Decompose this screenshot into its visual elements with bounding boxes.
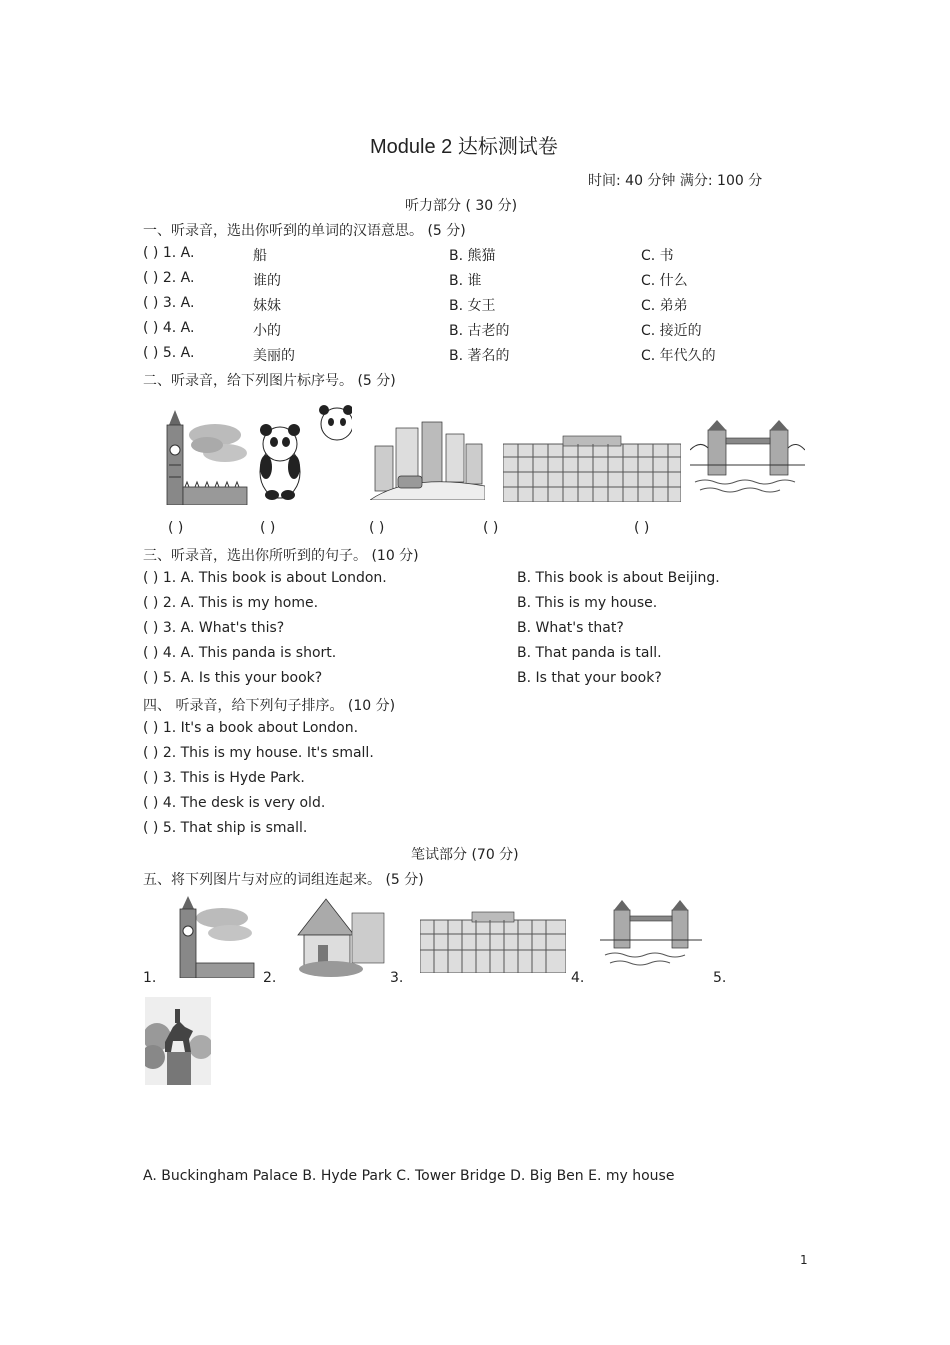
q4-number: ( ) 4. A. bbox=[143, 320, 195, 336]
q3-option-c: C. 弟弟 bbox=[641, 298, 688, 314]
q1-option-a: 船 bbox=[253, 248, 267, 264]
s4-sentence: ( ) 3. This is Hyde Park. bbox=[143, 770, 305, 786]
listening-heading: 听力部分 ( 30 分) bbox=[405, 198, 518, 214]
section-4-title: 四、 听录音，给下列句子排序。 (10 分) bbox=[143, 698, 396, 714]
item-number: 1. bbox=[143, 970, 157, 986]
big-ben-picture bbox=[155, 405, 250, 505]
q1-option-b: B. 熊猫 bbox=[449, 248, 496, 264]
item-number: 5. bbox=[713, 970, 727, 986]
section-5-title: 五、将下列图片与对应的词组连起来。 (5 分) bbox=[143, 872, 424, 888]
s3-q1-a: ( ) 1. A. This book is about London. bbox=[143, 570, 387, 586]
q1-option-c: C. 书 bbox=[641, 248, 674, 264]
house-picture bbox=[296, 895, 386, 977]
s3-q5-b: B. Is that your book? bbox=[517, 670, 662, 686]
section-1-title: 一、听录音，选出你听到的单词的汉语意思。 (5 分) bbox=[143, 223, 466, 239]
q4-option-c: C. 接近的 bbox=[641, 323, 702, 339]
s3-q3-a: ( ) 3. A. What's this? bbox=[143, 620, 285, 636]
s3-q4-a: ( ) 4. A. This panda is short. bbox=[143, 645, 337, 661]
answer-bracket[interactable]: ( ) bbox=[369, 520, 385, 536]
answer-bracket[interactable]: ( ) bbox=[634, 520, 650, 536]
s3-q4-b: B. That panda is tall. bbox=[517, 645, 662, 661]
item-number: 3. bbox=[390, 970, 404, 986]
s4-sentence: ( ) 1. It's a book about London. bbox=[143, 720, 359, 736]
q2-option-b: B. 谁 bbox=[449, 273, 482, 289]
page-title: Module 2 达标测试卷 bbox=[370, 136, 558, 158]
s4-sentence: ( ) 5. That ship is small. bbox=[143, 820, 308, 836]
s4-sentence: ( ) 2. This is my house. It's small. bbox=[143, 745, 374, 761]
q5-option-c: C. 年代久的 bbox=[641, 348, 716, 364]
big-ben-picture bbox=[160, 893, 255, 978]
statue-picture bbox=[145, 997, 211, 1085]
q4-option-a: 小的 bbox=[253, 323, 281, 339]
answer-bracket[interactable]: ( ) bbox=[168, 520, 184, 536]
s3-q1-b: B. This book is about Beijing. bbox=[517, 570, 720, 586]
page-number: 1 bbox=[800, 1253, 808, 1267]
section-3-title: 三、听录音，选出你所听到的句子。 (10 分) bbox=[143, 548, 419, 564]
q1-number: ( ) 1. A. bbox=[143, 245, 195, 261]
s4-sentence: ( ) 4. The desk is very old. bbox=[143, 795, 326, 811]
writing-heading: 笔试部分 (70 分) bbox=[411, 847, 519, 863]
s3-q5-a: ( ) 5. A. Is this your book? bbox=[143, 670, 323, 686]
palace-picture bbox=[503, 432, 681, 502]
matching-options: A. Buckingham Palace B. Hyde Park C. Tower Bridge D. Big Ben E. my house bbox=[143, 1168, 675, 1184]
q3-option-a: 妹妹 bbox=[253, 298, 281, 314]
q3-option-b: B. 女王 bbox=[449, 298, 496, 314]
section-2-title: 二、听录音，给下列图片标序号。 (5 分) bbox=[143, 373, 396, 389]
q4-option-b: B. 古老的 bbox=[449, 323, 510, 339]
q5-number: ( ) 5. A. bbox=[143, 345, 195, 361]
city-street-picture bbox=[370, 418, 485, 500]
answer-bracket[interactable]: ( ) bbox=[483, 520, 499, 536]
time-score-info: 时间: 40 分钟 满分: 100 分 bbox=[588, 173, 763, 189]
s3-q3-b: B. What's that? bbox=[517, 620, 624, 636]
s3-q2-b: B. This is my house. bbox=[517, 595, 658, 611]
q2-option-c: C. 什么 bbox=[641, 273, 688, 289]
q2-option-a: 谁的 bbox=[253, 273, 281, 289]
item-number: 2. bbox=[263, 970, 277, 986]
tower-bridge-picture bbox=[690, 420, 805, 498]
q2-number: ( ) 2. A. bbox=[143, 270, 195, 286]
tower-bridge-picture bbox=[600, 900, 702, 968]
q3-number: ( ) 3. A. bbox=[143, 295, 195, 311]
palace-picture bbox=[420, 908, 566, 973]
s3-q2-a: ( ) 2. A. This is my home. bbox=[143, 595, 319, 611]
q5-option-b: B. 著名的 bbox=[449, 348, 510, 364]
q5-option-a: 美丽的 bbox=[253, 348, 295, 364]
answer-bracket[interactable]: ( ) bbox=[260, 520, 276, 536]
panda-picture bbox=[252, 402, 352, 502]
item-number: 4. bbox=[571, 970, 585, 986]
